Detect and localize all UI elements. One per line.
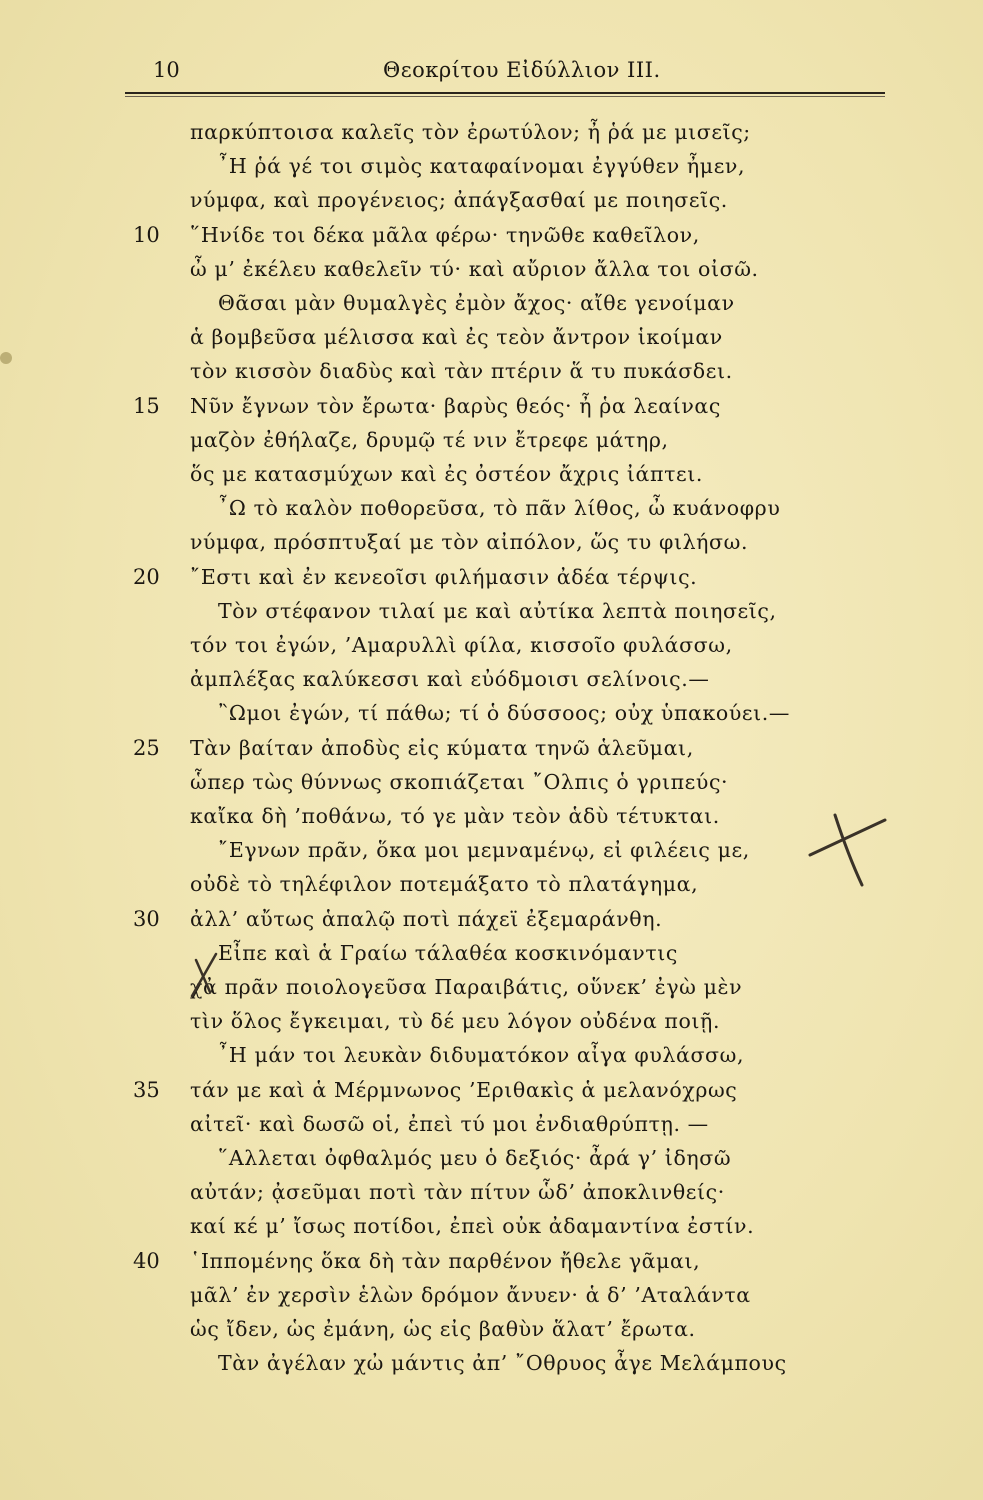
verse-line: μαζὸν ἐθήλαζε, δρυμῷ τέ νιν ἔτρεφε μάτηρ, bbox=[190, 428, 669, 452]
verse-line: ῞Αλλεται ὀφθαλμός μευ ὁ δεξιός· ἆρά γ’ ἰδησῶ bbox=[218, 1146, 732, 1170]
line-number: 30 bbox=[133, 907, 160, 931]
paper-spot bbox=[0, 352, 12, 364]
verse-line: τὶν ὅλος ἔγκειμαι, τὺ δέ μευ λόγον οὐδένα ποιῇ. bbox=[190, 1009, 721, 1033]
verse-line: ῍Ωμοι ἐγών, τί πάθω; τί ὁ δύσσοος; οὐχ ὑπακούει.— bbox=[218, 701, 790, 725]
verse-line: ῏Η μάν τοι λευκὰν διδυματόκον αἶγα φυλάσσω, bbox=[218, 1043, 745, 1067]
verse-line: ὦ μ’ ἐκέλευ καθελεῖν τύ· καὶ αὔριον ἄλλα τοι οἰσῶ. bbox=[190, 257, 759, 281]
verse-line: ἁ βομβεῦσα μέλισσα καὶ ἐς τεὸν ἄντρον ἱκοίμαν bbox=[190, 325, 723, 349]
verse-line: ἀλλ’ αὔτως ἁπαλῷ ποτὶ πάχεϊ ἐξεμαράνθη. bbox=[190, 907, 663, 931]
verse-line: Τὰν ἀγέλαν χὠ μάντις ἀπ’ ῎Οθρυος ἆγε Μελάμπους bbox=[218, 1351, 787, 1375]
verse-line: ὡς ἴδεν, ὡς ἐμάνη, ὡς εἰς βαθὺν ἅλατ’ ἔρωτα. bbox=[190, 1317, 696, 1341]
line-number: 40 bbox=[133, 1249, 160, 1273]
verse-line: Τὸν στέφανον τιλαί με καὶ αὐτίκα λεπτὰ ποιησεῖς, bbox=[218, 599, 777, 623]
verse-line: ῎Εστι καὶ ἐν κενεοῖσι φιλήμασιν ἀδέα τέρψις. bbox=[190, 565, 698, 589]
running-title: Θεοκρίτου Εἰδύλλιον III. bbox=[383, 58, 661, 82]
verse-line: τόν τοι ἐγών, ’Αμαρυλλὶ φίλα, κισσοῖο φυλάσσω, bbox=[190, 633, 733, 657]
verse-line: οὐδὲ τὸ τηλέφιλον ποτεμάξατο τὸ πλατάγημα, bbox=[190, 872, 699, 896]
verse-line: αὐτάν; ᾀσεῦμαι ποτὶ τὰν πίτυν ὧδ’ ἀποκλινθείς· bbox=[190, 1180, 725, 1204]
verse-line: ῞Ηνίδε τοι δέκα μᾶλα φέρω· τηνῶθε καθεῖλον, bbox=[190, 223, 700, 247]
page-number: 10 bbox=[153, 58, 180, 82]
header-rule-thin bbox=[125, 96, 885, 97]
page-header bbox=[125, 58, 885, 88]
handwritten-cross-mark bbox=[800, 800, 890, 890]
verse-line: χἀ πρᾶν ποιολογεῦσα Παραιβάτις, οὕνεκ’ ἐγὼ μὲν bbox=[190, 975, 743, 999]
line-number: 20 bbox=[133, 565, 160, 589]
verse-line: τάν με καὶ ἁ Μέρμνωνος ’Εριθακὶς ἁ μελανόχρως bbox=[190, 1078, 738, 1102]
verse-line: Εἶπε καὶ ἁ Γραίω τάλαθέα κοσκινόμαντις bbox=[218, 941, 679, 965]
verse-line: ῎Εγνων πρᾶν, ὅκα μοι μεμναμένῳ, εἰ φιλέεις με, bbox=[218, 838, 750, 862]
verse-line: ῏Η ῥά γέ τοι σιμὸς καταφαίνομαι ἐγγύθεν ἦμεν, bbox=[218, 154, 746, 178]
verse-line: Θᾶσαι μὰν θυμαλγὲς ἐμὸν ἄχος· αἴθε γενοίμαν bbox=[218, 291, 735, 315]
line-number: 25 bbox=[133, 736, 160, 760]
line-number: 15 bbox=[133, 394, 160, 418]
line-number: 35 bbox=[133, 1078, 160, 1102]
verse-line: νύμφα, καὶ προγένειος; ἀπάγξασθαί με ποιησεῖς. bbox=[190, 188, 728, 212]
line-number: 10 bbox=[133, 223, 160, 247]
verse-line: καί κέ μ’ ἴσως ποτίδοι, ἐπεὶ οὐκ ἀδαμαντίνα ἐστίν. bbox=[190, 1214, 755, 1238]
header-rule bbox=[125, 92, 885, 94]
verse-line: ἀμπλέξας καλύκεσσι καὶ εὐόδμοισι σελίνοις.— bbox=[190, 667, 710, 691]
verse-line: νύμφα, πρόσπτυξαί με τὸν αἰπόλον, ὥς τυ φιλήσω. bbox=[190, 530, 749, 554]
verse-line: Τὰν βαίταν ἀποδὺς εἰς κύματα τηνῶ ἁλεῦμαι, bbox=[190, 736, 694, 760]
verse-line: παρκύπτοισα καλεῖς τὸν ἐρωτύλον; ἦ ῥά με μισεῖς; bbox=[190, 120, 751, 144]
verse-line: ὧπερ τὼς θύννως σκοπιάζεται ῎Ολπις ὁ γριπεύς· bbox=[190, 770, 729, 794]
verse-line: αἰτεῖ· καὶ δωσῶ οἱ, ἐπεὶ τύ μοι ἐνδιαθρύπτῃ. — bbox=[190, 1112, 709, 1136]
verse-line: μᾶλ’ ἐν χερσὶν ἑλὼν δρόμον ἄνυεν· ἁ δ’ ’Αταλάντα bbox=[190, 1283, 751, 1307]
verse-line: Νῦν ἔγνων τὸν ἔρωτα· βαρὺς θεός· ἦ ῥα λεαίνας bbox=[190, 394, 721, 418]
verse-line: ῾Ιππομένης ὅκα δὴ τὰν παρθένον ἤθελε γᾶμαι, bbox=[190, 1249, 701, 1273]
verse-line: τὸν κισσὸν διαδὺς καὶ τὰν πτέριν ἅ τυ πυκάσδει. bbox=[190, 359, 733, 383]
verse-line: ῏Ω τὸ καλὸν ποθορεῦσα, τὸ πᾶν λίθος, ὦ κυάνοφρυ bbox=[218, 496, 781, 520]
handwritten-cross-mark-2 bbox=[186, 948, 226, 998]
verse-line: ὅς με κατασμύχων καὶ ἐς ὀστέον ἄχρις ἰάπτει. bbox=[190, 462, 703, 486]
verse-line: καἴκα δὴ ’ποθάνω, τό γε μὰν τεὸν ἁδὺ τέτυκται. bbox=[190, 804, 720, 828]
